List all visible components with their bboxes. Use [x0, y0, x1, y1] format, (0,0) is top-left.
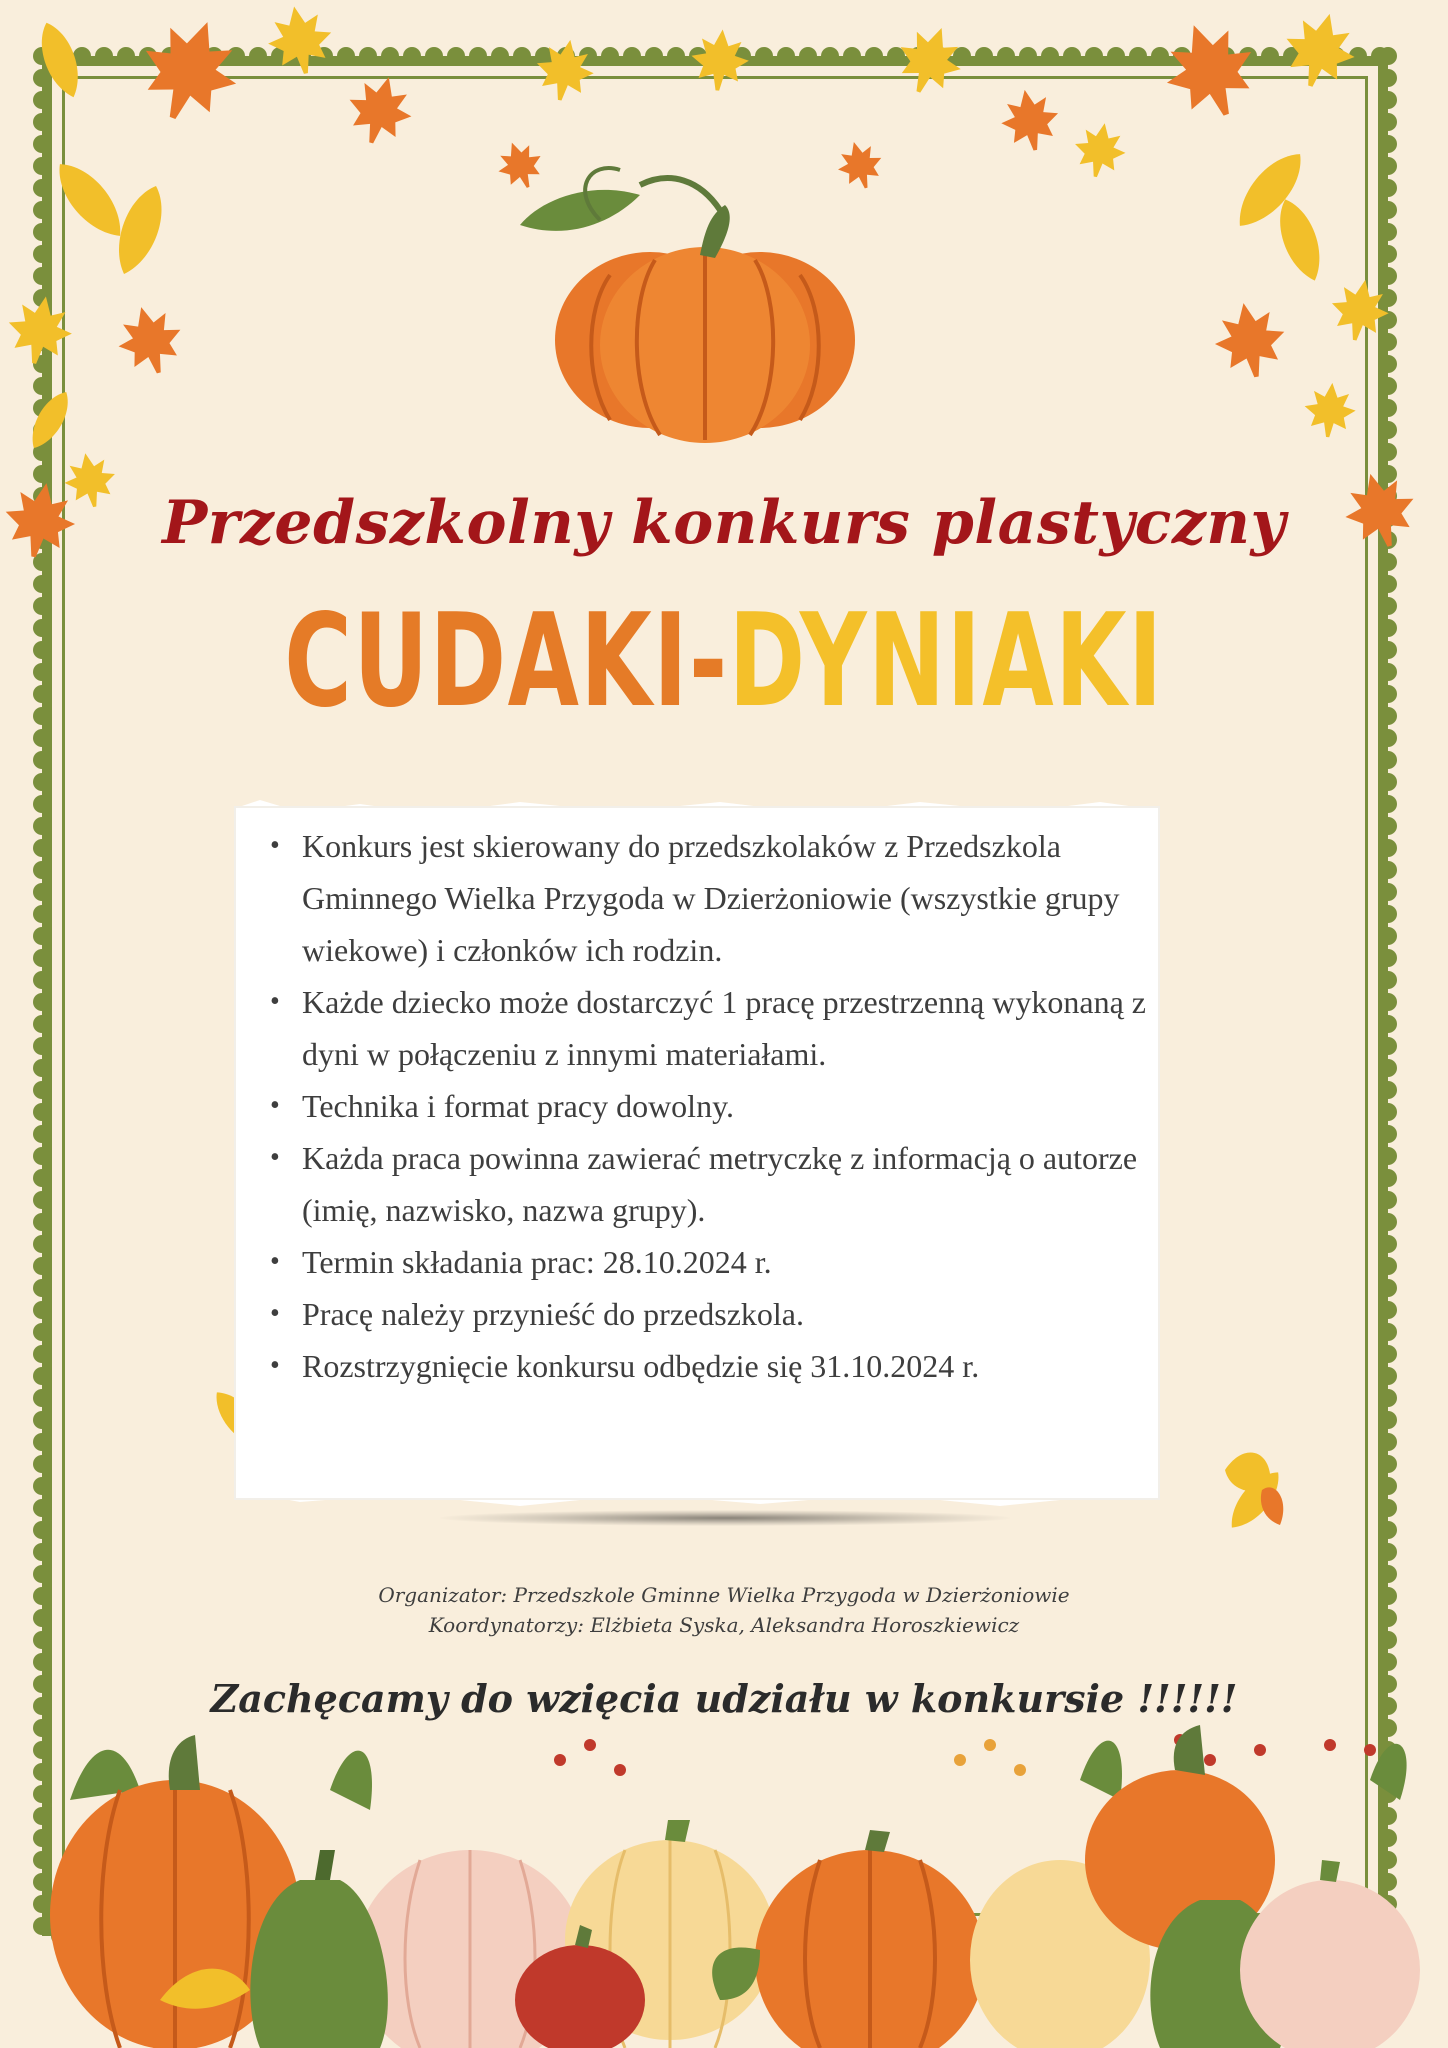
coordinators-text: Koordynatorzy: Elżbieta Syska, Aleksandra Horoszkiewicz [428, 1613, 1020, 1637]
pumpkin-icon [520, 168, 855, 443]
call-to-action: Zachęcamy do wzięcia udziału w konkursie !!!!!! [210, 1676, 1238, 1721]
rules-list [270, 820, 1150, 1392]
pumpkin-patch-icon [50, 1725, 1420, 2048]
title-part-dyniaki: DYNIAKI [728, 587, 1164, 736]
rule-item: • Każde dziecko może dostarczyć 1 pracę przestrzenną wykonaną z dyni w połączeniu z innymi materiałami. [270, 976, 1150, 1080]
title-part-cudaki: CUDAKI- [284, 587, 729, 736]
rule-item: • Pracę należy przynieść do przedszkola. [270, 1288, 1150, 1340]
organizer-block [0, 1580, 1448, 1640]
paper-shadow [440, 1510, 1010, 1526]
rule-item: • Każda praca powinna zawierać metryczkę z informacją o autorze (imię, nazwisko, nazwa grupy). [270, 1132, 1150, 1236]
rule-item: • Rozstrzygnięcie konkursu odbędzie się 31.10.2024 r. [270, 1340, 1150, 1392]
rule-item: • Termin składania prac: 28.10.2024 r. [270, 1236, 1150, 1288]
rule-item: • Konkurs jest skierowany do przedszkolaków z Przedszkola Gminnego Wielka Przygoda w Dzierżoniowie (wszystkie grupy wiekowe) i członków ich rodzin. [270, 820, 1150, 976]
rule-item: • Technika i format pracy dowolny. [270, 1080, 1150, 1132]
poster-subtitle: Przedszkolny konkurs plastyczny [162, 488, 1286, 558]
poster-title [203, 587, 1246, 736]
organizer-text: Organizator: Przedszkole Gminne Wielka Przygoda w Dzierżoniowie [378, 1583, 1070, 1607]
